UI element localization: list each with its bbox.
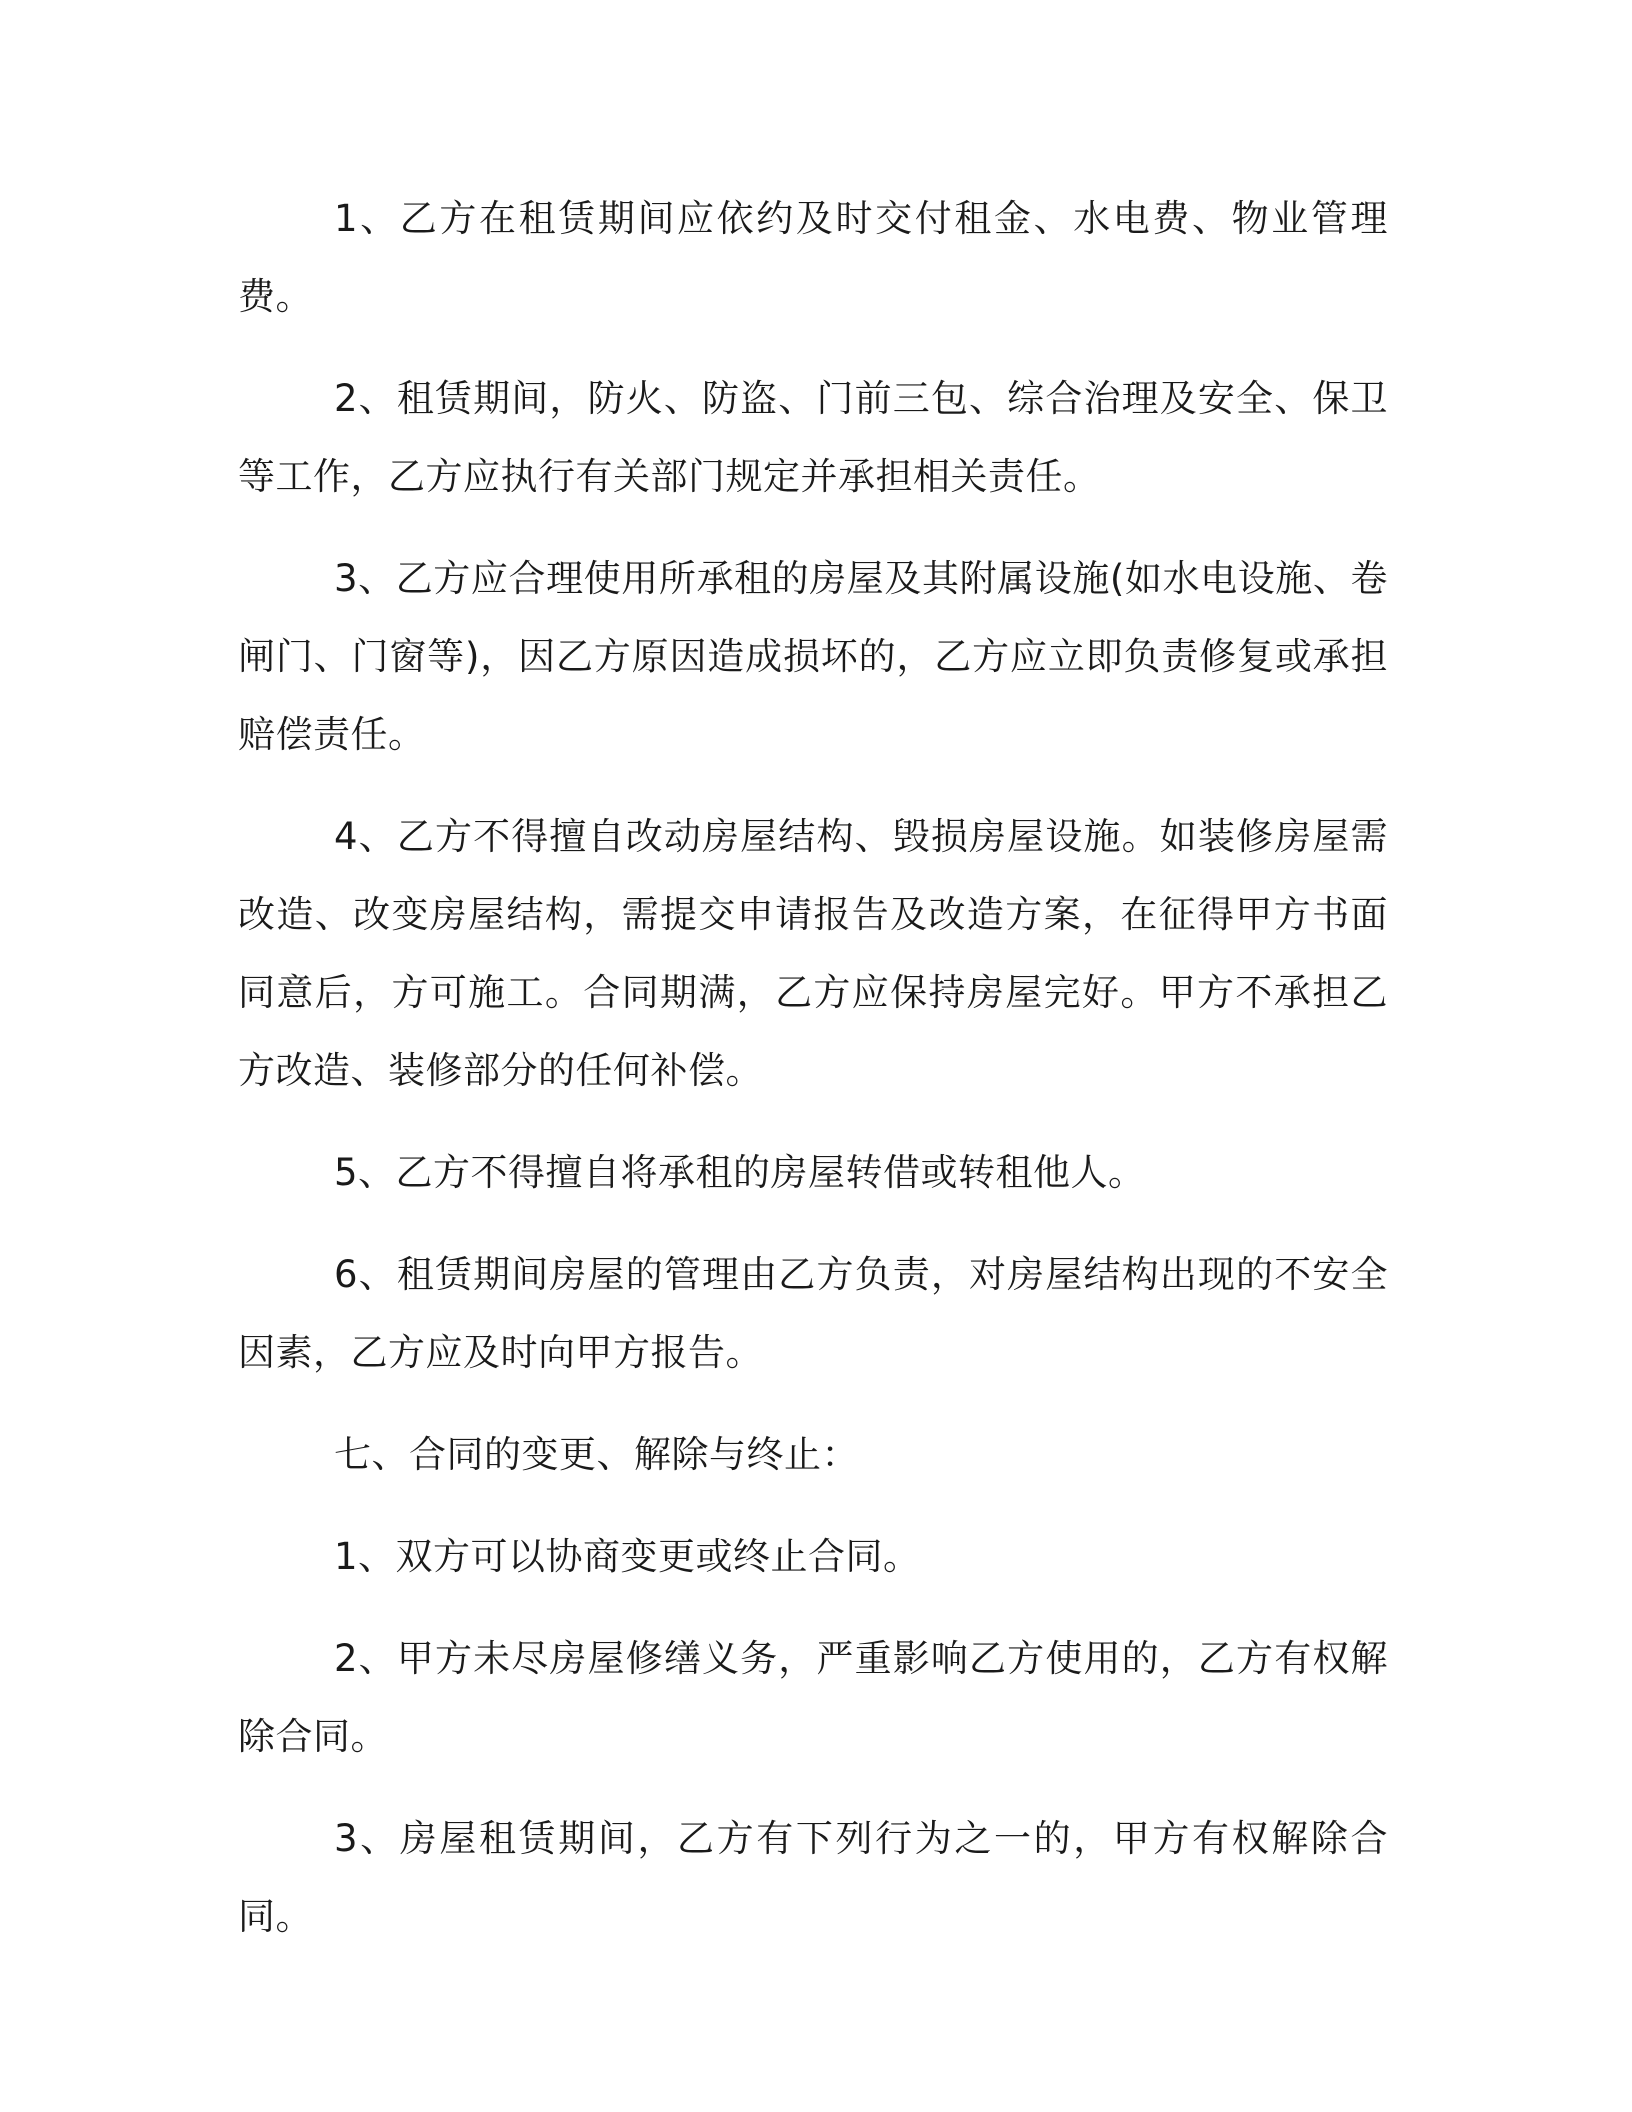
paragraph-clause-5: 5、乙方不得擅自将承租的房屋转借或转租他人。 bbox=[334, 1151, 1146, 1194]
paragraph-clause-6: 6、租赁期间房屋的管理由乙方负责，对房屋结构出现的不安全因素，乙方应及时向甲方报告。 bbox=[238, 1253, 1388, 1374]
paragraph-section7-clause-3: 3、房屋租赁期间，乙方有下列行为之一的，甲方有权解除合同。 bbox=[238, 1817, 1388, 1938]
document-body bbox=[238, 180, 1388, 1980]
paragraph-section7-clause-2: 2、甲方未尽房屋修缮义务，严重影响乙方使用的，乙方有权解除合同。 bbox=[238, 1637, 1388, 1758]
paragraph-clause-3: 3、乙方应合理使用所承租的房屋及其附属设施(如水电设施、卷闸门、门窗等)，因乙方原因造成损坏的，乙方应立即负责修复或承担赔偿责任。 bbox=[238, 557, 1388, 756]
paragraph-clause-4: 4、乙方不得擅自改动房屋结构、毁损房屋设施。如装修房屋需改造、改变房屋结构，需提交申请报告及改造方案，在征得甲方书面同意后，方可施工。合同期满，乙方应保持房屋完好。甲方不承担乙方改造、装修部分的任何补偿。 bbox=[238, 815, 1388, 1092]
paragraph-section7-clause-1: 1、双方可以协商变更或终止合同。 bbox=[334, 1535, 921, 1578]
section-heading-7: 七、合同的变更、解除与终止： bbox=[334, 1433, 859, 1476]
paragraph-clause-2: 2、租赁期间，防火、防盗、门前三包、综合治理及安全、保卫等工作，乙方应执行有关部门规定并承担相关责任。 bbox=[238, 377, 1388, 498]
paragraph-clause-1: 1、乙方在租赁期间应依约及时交付租金、水电费、物业管理费。 bbox=[238, 197, 1388, 318]
